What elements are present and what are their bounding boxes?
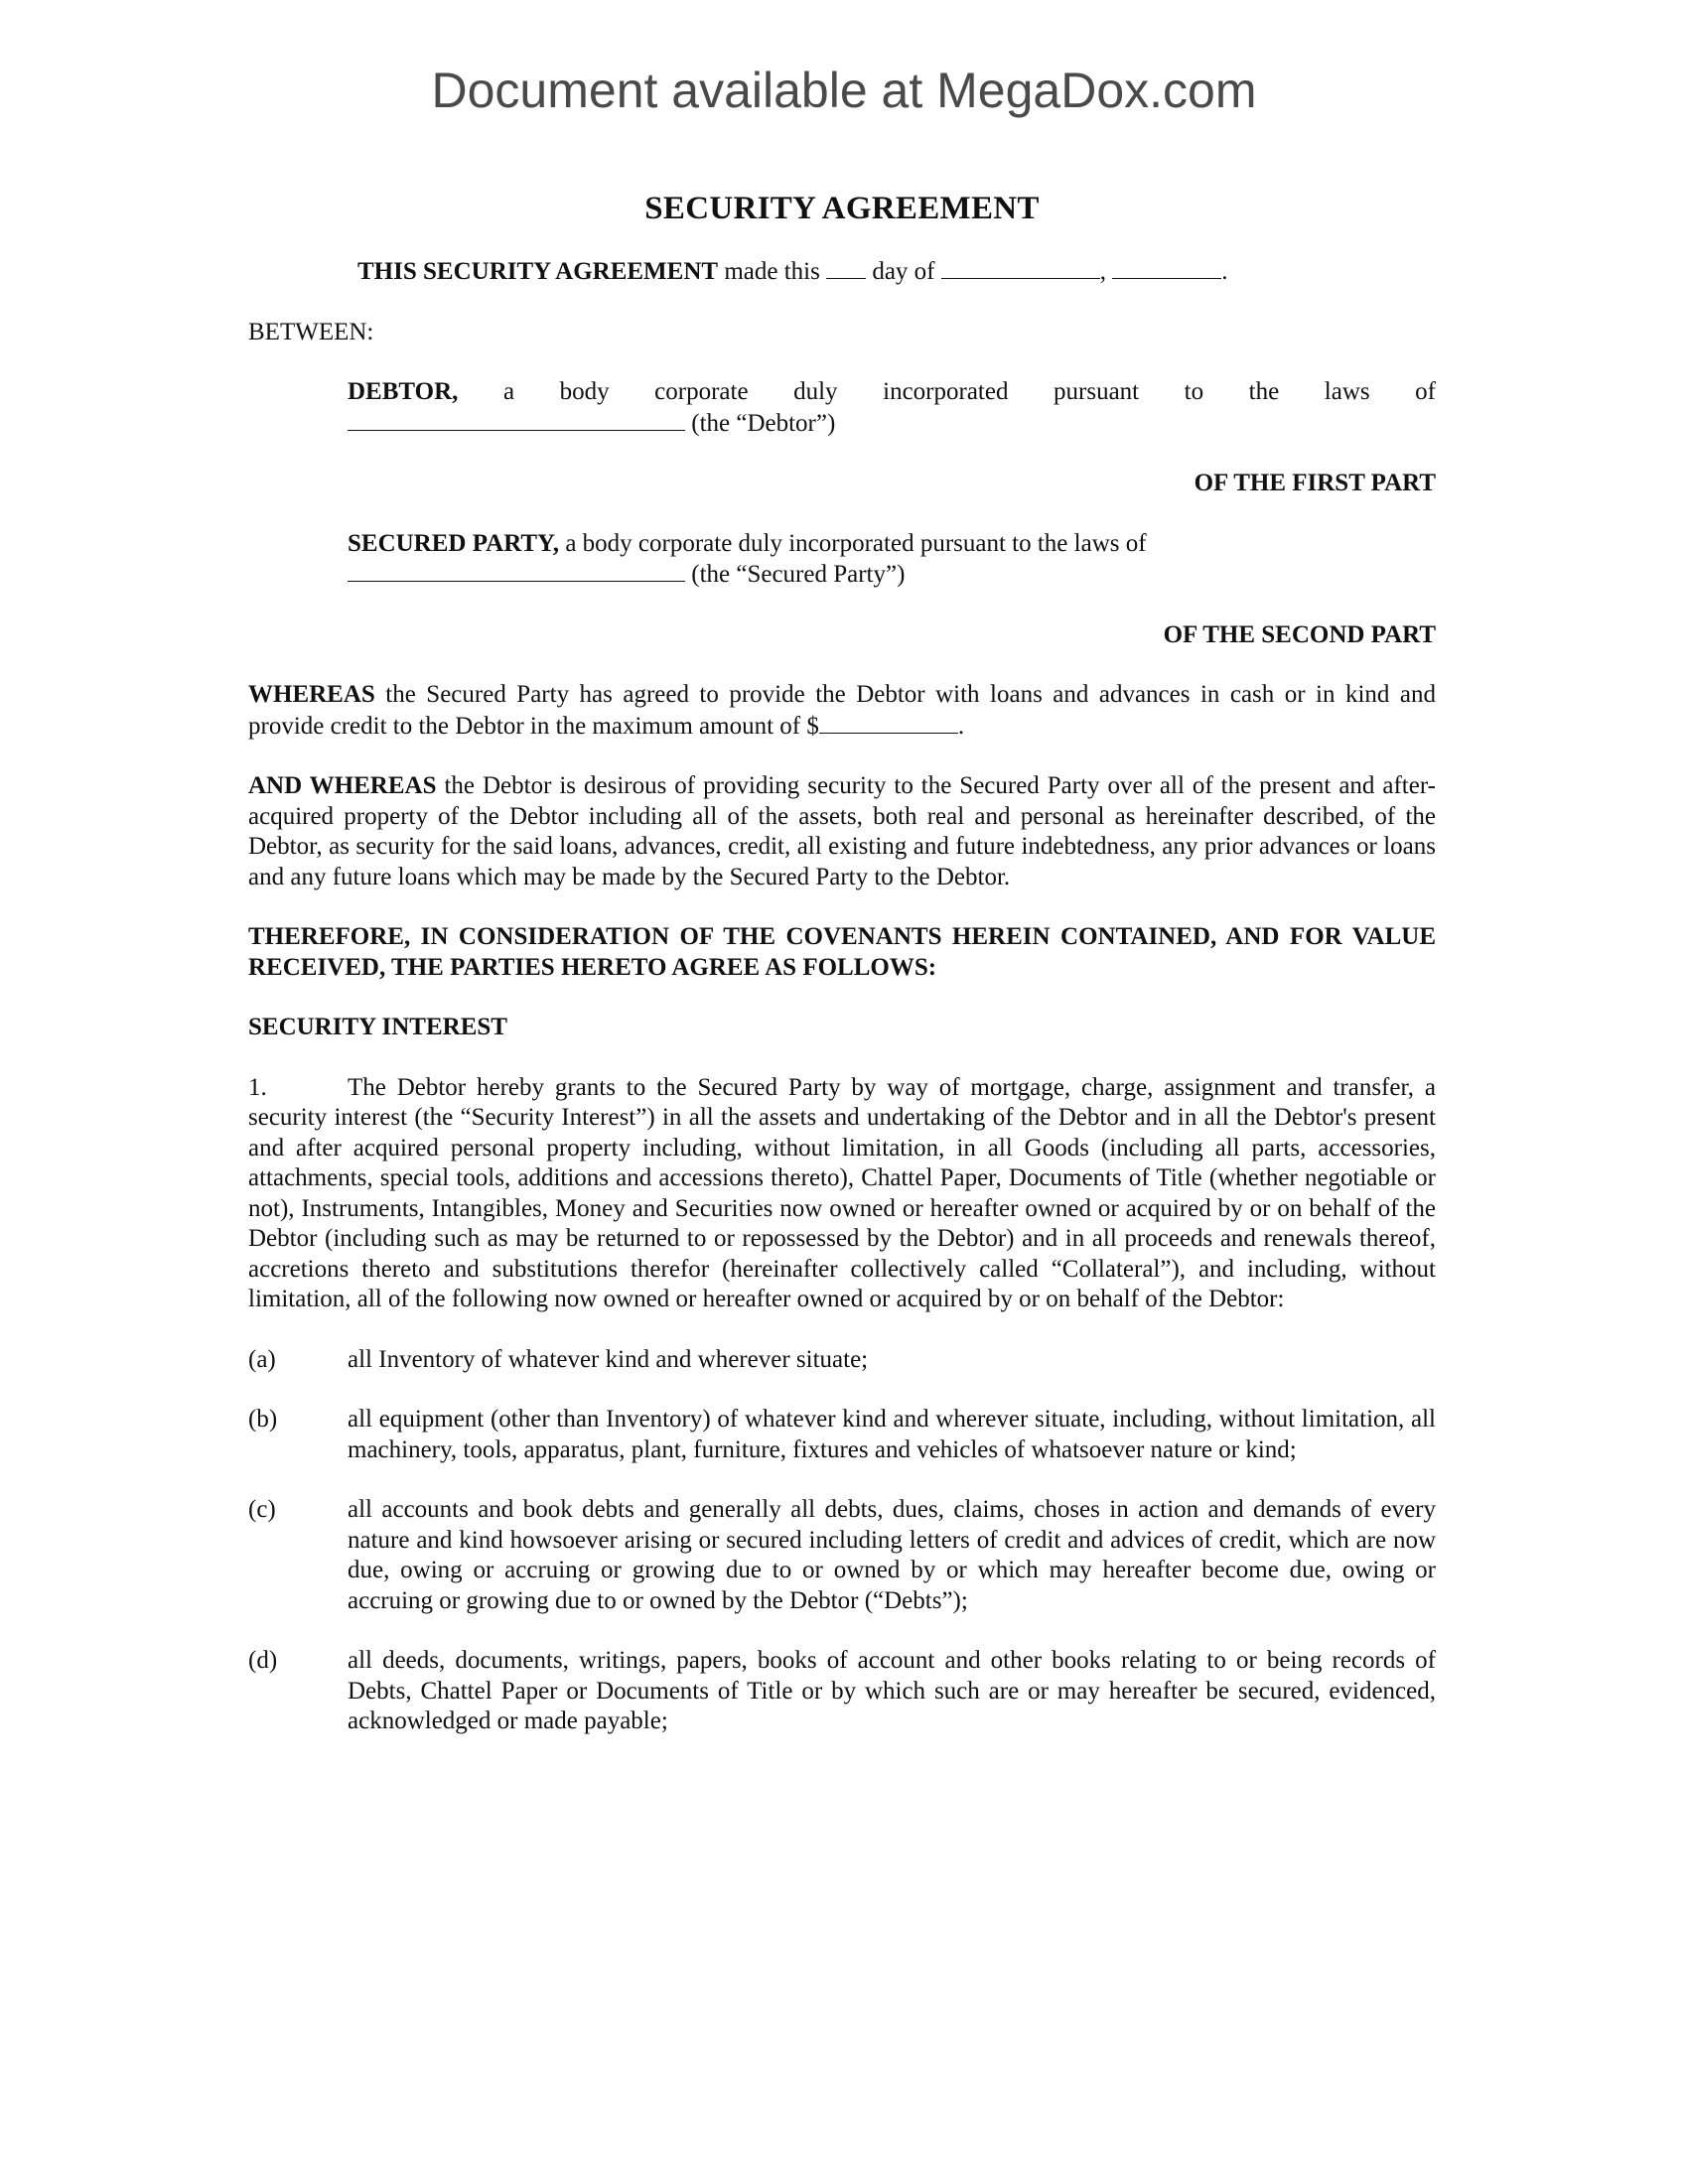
year-blank [1112,256,1221,279]
intro-text-period: . [1221,258,1228,285]
section-heading-security-interest: SECURITY INTEREST [248,1014,507,1040]
month-blank [941,256,1100,279]
secured-party-text: a body corporate duly incorporated pursuant to the laws of [559,529,1147,557]
subclause-c [248,1495,1436,1616]
second-part-label: OF THE SECOND PART [1163,620,1436,648]
subclause-text: all Inventory of whatever kind and wherever situate; [348,1345,869,1373]
whereas-end: . [957,712,965,740]
intro-bold: THIS SECURITY AGREEMENT [357,258,719,285]
intro-text-comma: , [1099,258,1113,285]
clause-1-number: 1. [248,1073,267,1101]
debtor-jurisdiction-blank [348,408,685,431]
subclause-text: all accounts and book debts and generally all debts, dues, claims, choses in action and demands of every nature and kind howsoever arising or secured including letters of credit and advices of credit, which are now due, owing or accruing or growing due to or owned by or which may hereafter become due, owing or accruing or growing due to or owned by the Debtor (“Debts”); [348,1496,1436,1614]
subclause-d [248,1646,1436,1737]
day-blank [826,256,866,279]
subclause-label: (d) [248,1647,278,1674]
agreement-body [248,189,1436,1767]
therefore-clause: THEREFORE, IN CONSIDERATION OF THE COVENANTS HEREIN CONTAINED, AND FOR VALUE RECEIVED, THE PARTIES HERETO AGREE AS FOLLOWS: [248,923,1436,981]
whereas-label: WHEREAS [248,681,375,708]
debtor-suffix: (the “Debtor”) [685,409,836,437]
subclause-text: all deeds, documents, writings, papers, books of account and other books relating to or being records of Debts, Chattel Paper or Documents of Title or by which such are or may hereafter be secured, evidenced, acknowledged or made payable; [348,1647,1436,1734]
whereas-recital [248,680,1436,742]
clause-1-text: The Debtor hereby grants to the Secured Party by way of mortgage, charge, assignment and transfer, a security interest (the “Security Interest”) in all the assets and undertaking of the Debtor and in all the Debtor's present and after acquired personal property including, without limitation, in all Goods (including all parts, accessories, attachments, special tools, additions and accessions thereto), Chattel Paper, Documents of Title (whether negotiable or not), Instruments, Intangibles, Money and Securities now owned or hereafter owned or acquired by or on behalf of the Debtor (including such as may be returned to or repossessed by the Debtor) and in all proceeds and renewals thereof, accretions thereto and substitutions therefor (hereinafter collectively called “Collateral”), and including, without limitation, all of the following now owned or hereafter owned or acquired by or on behalf of the Debtor: [248,1073,1436,1312]
secured-party-jurisdiction-blank [348,559,685,582]
subclause-label: (c) [248,1496,276,1523]
secured-party-suffix: (the “Secured Party”) [685,561,906,588]
subclause-label: (a) [248,1345,276,1373]
secured-party-label: SECURED PARTY, [348,529,560,557]
watermark-banner: Document available at MegaDox.com [431,63,1257,118]
intro-text-made-this: made this [718,258,827,285]
subclause-text: all equipment (other than Inventory) of whatever kind and wherever situate, including, without limitation, all machinery, tools, apparatus, plant, furniture, fixtures and vehicles of whatsoever nature or kind; [348,1406,1436,1463]
intro-text-day-of: day of [866,258,941,285]
debtor-party [248,377,1436,439]
debtor-label: DEBTOR, [348,378,459,405]
and-whereas-label: AND WHEREAS [248,772,437,799]
and-whereas-text: the Debtor is desirous of providing security to the Secured Party over all of the present and after-acquired property of the Debtor including all of the assets, both real and personal as hereinafter described, of the Debtor, as security for the said loans, advances, credit, all existing and future indebtedness, any prior advances or loans and any future loans which may be made by the Secured Party to the Debtor. [248,772,1436,890]
between-label: BETWEEN: [248,318,374,345]
whereas-text: the Secured Party has agreed to provide the Debtor with loans and advances in cash or in kind and provide credit to the Debtor in the maximum amount of $ [248,681,1436,740]
first-part-label: OF THE FIRST PART [1194,470,1436,496]
clause-1 [248,1073,1436,1315]
document-title: SECURITY AGREEMENT [644,191,1040,226]
amount-blank [819,711,958,734]
subclause-b [248,1405,1436,1465]
subclause-a [248,1345,1436,1376]
intro-line [248,256,1436,288]
secured-party [248,529,1436,591]
subclause-label: (b) [248,1406,278,1433]
and-whereas-recital [248,771,1436,892]
debtor-text: a body corporate duly incorporated pursuant to the laws of [458,378,1436,405]
